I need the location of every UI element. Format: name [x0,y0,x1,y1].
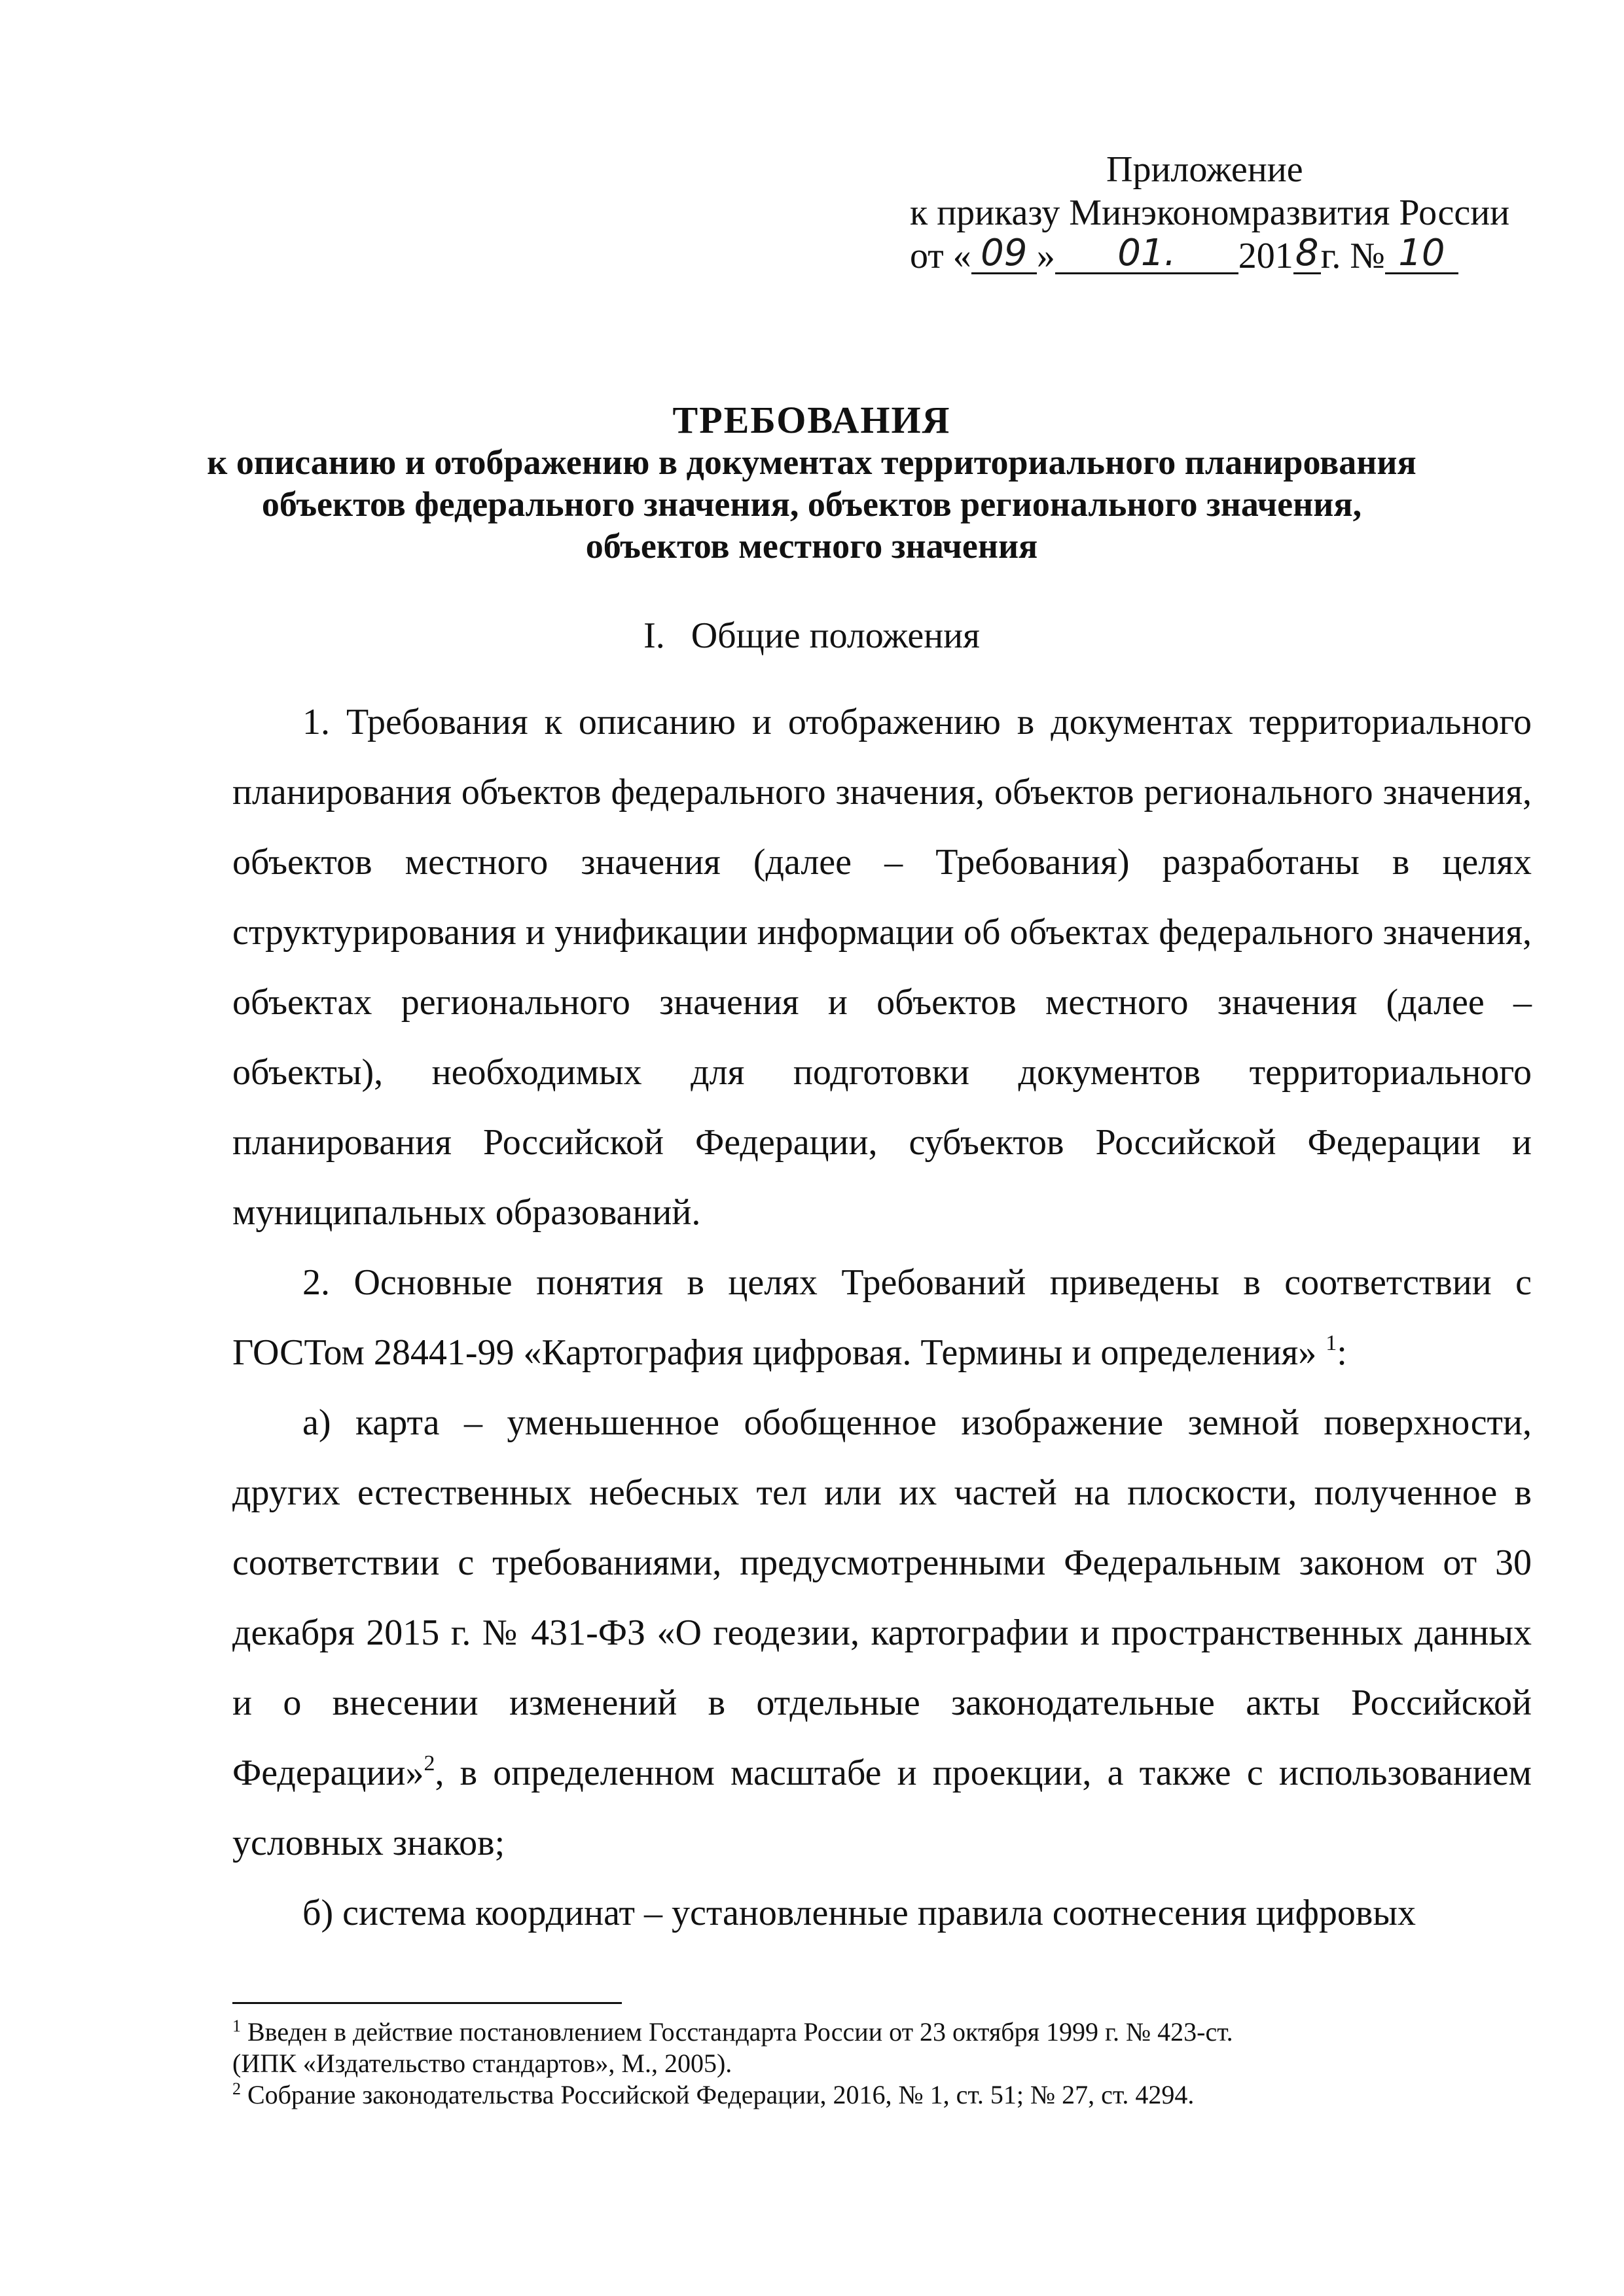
footnote-ref-2: 2 [424,1751,435,1776]
footnotes [232,2016,1532,2111]
footnote-divider [232,2002,622,2004]
title-main: ТРЕБОВАНИЯ [672,399,951,441]
footnote-1-text: Введен в действие постановлением Госстандарта России от 23 октября 1999 г. № 423-ст. [241,2017,1233,2047]
date-day-close: » [1036,236,1055,276]
footnote-2-mark: 2 [232,2079,241,2098]
handwritten-day: 09 [971,234,1037,274]
appendix-title: Приложение [1106,149,1303,190]
title-line-3: объектов федерального значения, объектов регионального значения, [261,484,1362,524]
paragraph-3-text-a: а) карта – уменьшенное обобщенное изображение земной поверхности, других естественных небесных тел или их частей на плоскости, полученное в соответствии с требованиями, предусмотренными Федеральным законом от 30 декабря 2015 г. № 431-ФЗ «О геодезии, картографии и пространственных данных и о внесении изменений в отдельные законодательные акты Российской Федерации» [232,1402,1532,1793]
document-title [196,399,1427,567]
title-line-4: объектов местного значения [585,526,1038,566]
paragraph-3 [232,1388,1532,1878]
footnote-1-mark: 1 [232,2016,241,2035]
year-prefix: 201 [1238,236,1293,276]
footnote-2-text: Собрание законодательства Российской Федерации, 2016, № 1, ст. 51; № 27, ст. 4294. [241,2080,1195,2109]
section-heading [196,614,1427,657]
section-title: Общие положения [691,615,980,656]
paragraph-2-text: 2. Основные понятия в целях Требований приведены в соответствии с ГОСТом 28441-99 «Картография цифровая. Термины и определения» [232,1262,1532,1373]
footnote-ref-1: 1 [1326,1331,1337,1355]
paragraph-1: 1. Требования к описанию и отображению в документах территориального планирования объектов федерального значения, объектов регионального значения, объектов местного значения (далее – Требования) разработаны в целях структурирования и унификации информации об объектах федерального значения, объектах регионального значения и объектов местного значения (далее – объекты), необходимых для подготовки документов территориального планирования Российской Федерации, субъектов Российской Федерации и муниципальных образований. [232,702,1532,1233]
footnote-1 [232,2016,1532,2048]
year-suffix: г. № [1320,236,1385,276]
handwritten-month: 01. [1055,234,1238,274]
paragraph-4: б) система координат – установленные правила соотнесения цифровых [302,1893,1416,1933]
footnote-2 [232,2079,1532,2111]
section-number: I. [643,615,665,656]
appendix-date-line [910,234,1458,278]
title-line-2: к описанию и отображению в документах территориального планирования [207,443,1416,482]
paragraph-2 [232,1248,1532,1388]
body-text [232,687,1532,1948]
handwritten-year-digit: 8 [1293,234,1321,274]
paragraph-3-text-b: , в определенном масштабе и проекции, а также с использованием условных знаков; [232,1753,1532,1863]
appendix-order-line: к приказу Минэкономразвития России [910,192,1510,233]
footnote-1-cont: (ИПК «Издательство стандартов», М., 2005). [232,2049,732,2078]
paragraph-2-end: : [1337,1332,1347,1373]
date-prefix: от « [910,236,971,276]
handwritten-order-number: 10 [1385,234,1458,274]
